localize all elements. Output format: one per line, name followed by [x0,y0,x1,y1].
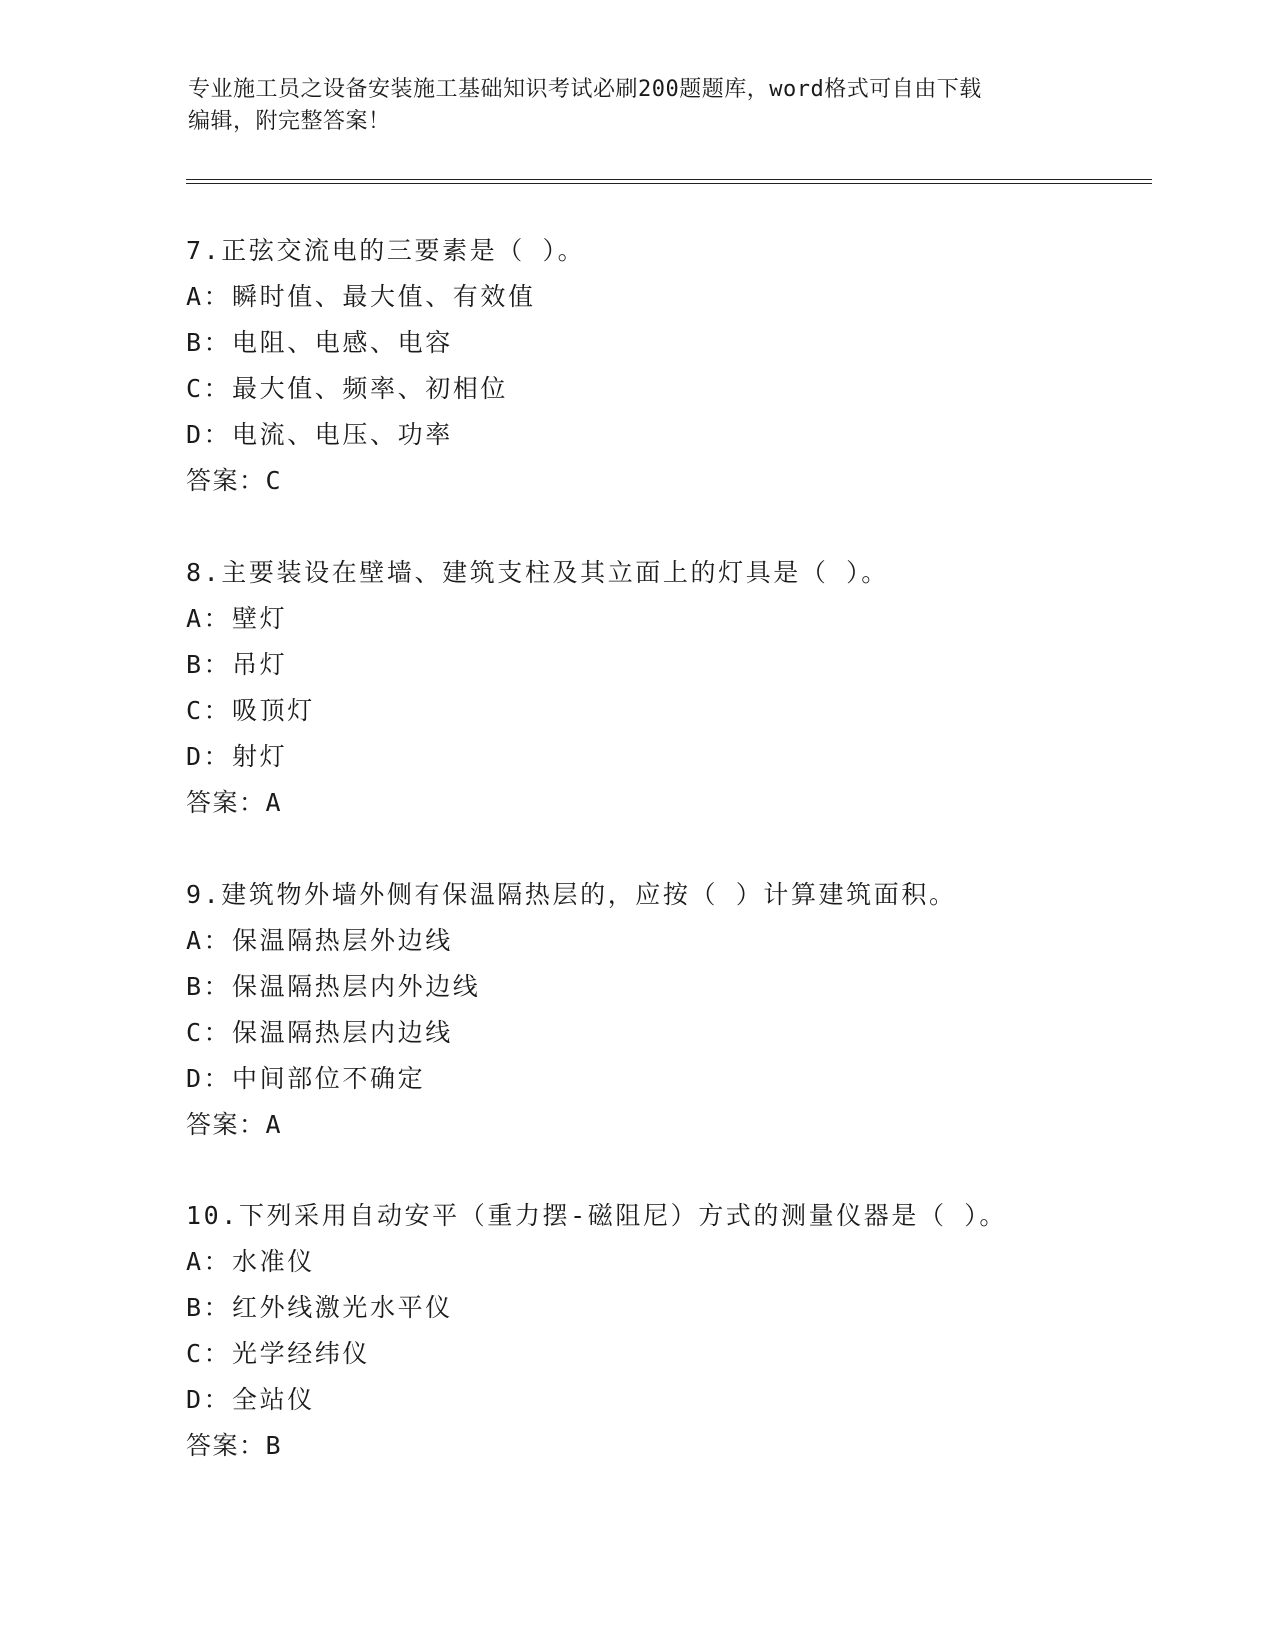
header-line-1: 专业施工员之设备安装施工基础知识考试必刷200题题库，word格式可自由下载 [188,77,982,102]
question-block [186,228,1146,504]
question-title: 7.正弦交流电的三要素是（ ）。 [186,236,586,265]
option-key: D： [186,1385,232,1414]
option-key: C： [186,1339,232,1368]
option-c [186,1010,1146,1056]
option-key: A： [186,604,232,633]
option-key: B： [186,650,232,679]
option-c [186,688,1146,734]
page-header [188,74,1068,138]
option-text: 保温隔热层内边线 [232,1018,453,1047]
option-text: 全站仪 [232,1385,315,1414]
option-text: 保温隔热层内外边线 [232,972,481,1001]
option-key: C： [186,374,232,403]
question-title: 8.主要装设在壁墙、建筑支柱及其立面上的灯具是（ ）。 [186,558,889,587]
answer-value: B [265,1431,283,1460]
question-block [186,1193,1146,1469]
option-text: 射灯 [232,742,288,771]
option-text: 壁灯 [232,604,288,633]
answer-label: 答案： [186,788,266,817]
option-a [186,274,1146,320]
option-key: D： [186,420,232,449]
option-d [186,1056,1146,1102]
option-c [186,366,1146,412]
answer-label: 答案： [186,1110,266,1139]
option-key: C： [186,696,232,725]
option-text: 光学经纬仪 [232,1339,371,1368]
option-key: D： [186,1064,232,1093]
question-block [186,550,1146,826]
answer-value: A [265,1110,283,1139]
option-key: B： [186,328,232,357]
option-text: 最大值、频率、初相位 [232,374,509,403]
header-line-2: 编辑，附完整答案！ [188,109,391,134]
answer-value: A [265,788,283,817]
question-title: 10.下列采用自动安平（重力摆-磁阻尼）方式的测量仪器是（ ）。 [186,1201,1007,1230]
option-key: B： [186,1293,232,1322]
option-text: 电阻、电感、电容 [232,328,453,357]
option-b [186,964,1146,1010]
answer-value: C [265,466,283,495]
option-d [186,412,1146,458]
option-b [186,1285,1146,1331]
option-b [186,320,1146,366]
option-c [186,1331,1146,1377]
option-text: 电流、电压、功率 [232,420,453,449]
option-key: D： [186,742,232,771]
option-a [186,1239,1146,1285]
option-text: 瞬时值、最大值、有效值 [232,282,536,311]
question-title: 9.建筑物外墙外侧有保温隔热层的，应按（ ）计算建筑面积。 [186,880,957,909]
answer-line [186,780,1146,826]
option-text: 吸顶灯 [232,696,315,725]
option-key: A： [186,1247,232,1276]
question-block [186,872,1146,1148]
option-text: 中间部位不确定 [232,1064,426,1093]
answer-line [186,458,1146,504]
option-text: 红外线激光水平仪 [232,1293,453,1322]
option-text: 吊灯 [232,650,288,679]
option-b [186,642,1146,688]
header-divider-bottom [186,183,1152,184]
option-key: A： [186,282,232,311]
option-key: A： [186,926,232,955]
header-divider-top [186,179,1152,180]
answer-line [186,1423,1146,1469]
option-key: C： [186,1018,232,1047]
option-d [186,734,1146,780]
option-d [186,1377,1146,1423]
answer-label: 答案： [186,466,266,495]
answer-line [186,1102,1146,1148]
option-text: 保温隔热层外边线 [232,926,453,955]
option-a [186,918,1146,964]
option-a [186,596,1146,642]
answer-label: 答案： [186,1431,266,1460]
option-key: B： [186,972,232,1001]
option-text: 水准仪 [232,1247,315,1276]
